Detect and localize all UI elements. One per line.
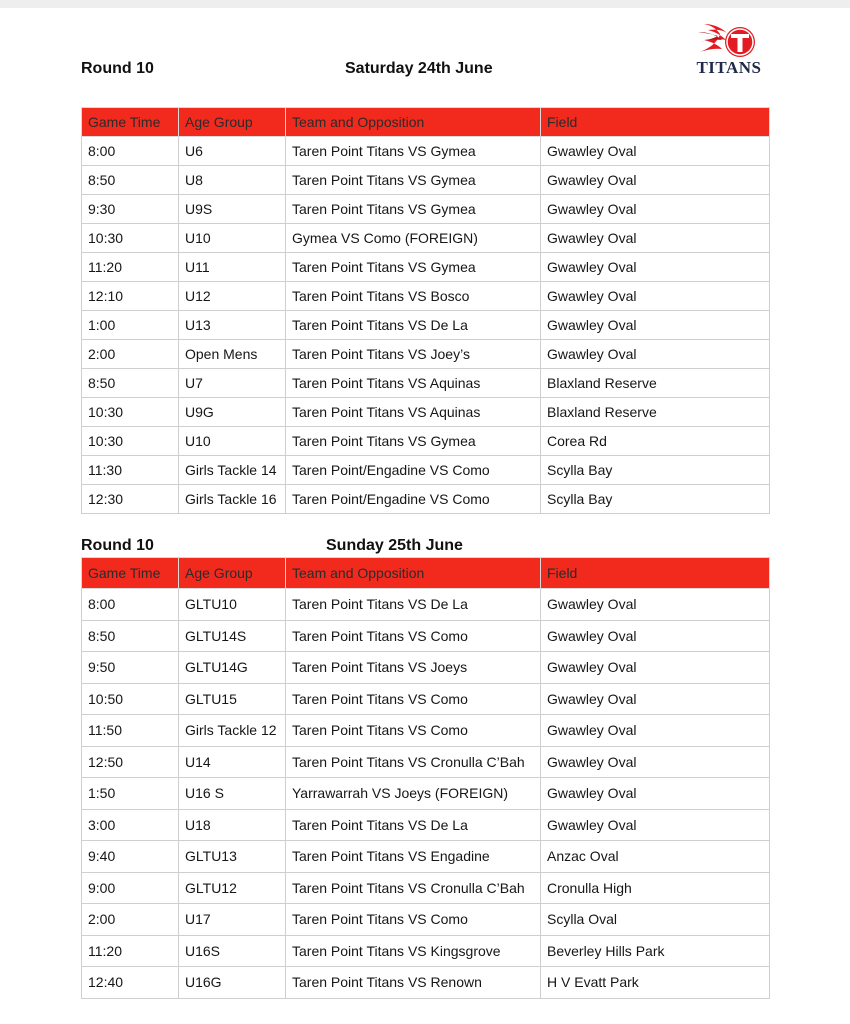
table-row <box>82 652 770 684</box>
game-time-cell: 11:50 <box>82 715 179 747</box>
field-cell: Gwawley Oval <box>541 340 770 369</box>
table-row <box>82 427 770 456</box>
game-time-cell: 11:20 <box>82 935 179 967</box>
table-row <box>82 311 770 340</box>
field-cell: H V Evatt Park <box>541 967 770 999</box>
team-and-opposition-cell: Taren Point/Engadine VS Como <box>286 456 541 485</box>
age-group-cell: U18 <box>179 809 286 841</box>
date-title-saturday: Saturday 24th June <box>345 60 493 77</box>
game-time-cell: 11:20 <box>82 253 179 282</box>
table-row <box>82 253 770 282</box>
team-and-opposition-cell: Taren Point Titans VS Gymea <box>286 253 541 282</box>
field-cell: Gwawley Oval <box>541 311 770 340</box>
field-cell: Gwawley Oval <box>541 166 770 195</box>
age-group-cell: U10 <box>179 224 286 253</box>
game-time-cell: 2:00 <box>82 904 179 936</box>
header-age-group: Age Group <box>179 558 286 589</box>
table-row <box>82 398 770 427</box>
table-row <box>82 282 770 311</box>
game-time-cell: 10:30 <box>82 224 179 253</box>
game-time-cell: 12:10 <box>82 282 179 311</box>
age-group-cell: U16 S <box>179 778 286 810</box>
team-and-opposition-cell: Taren Point Titans VS De La <box>286 311 541 340</box>
table-row <box>82 589 770 621</box>
game-time-cell: 3:00 <box>82 809 179 841</box>
team-and-opposition-cell: Taren Point Titans VS Kingsgrove <box>286 935 541 967</box>
age-group-cell: U11 <box>179 253 286 282</box>
team-and-opposition-cell: Taren Point Titans VS Gymea <box>286 137 541 166</box>
age-group-cell: U9S <box>179 195 286 224</box>
team-and-opposition-cell: Taren Point Titans VS Bosco <box>286 282 541 311</box>
table-row <box>82 620 770 652</box>
field-cell: Gwawley Oval <box>541 746 770 778</box>
game-time-cell: 8:00 <box>82 589 179 621</box>
table-row <box>82 456 770 485</box>
team-and-opposition-cell: Taren Point Titans VS Aquinas <box>286 369 541 398</box>
team-and-opposition-cell: Taren Point/Engadine VS Como <box>286 485 541 514</box>
table-row <box>82 195 770 224</box>
table-row <box>82 683 770 715</box>
header-age-group: Age Group <box>179 108 286 137</box>
date-title-sunday: Sunday 25th June <box>326 537 463 554</box>
field-cell: Corea Rd <box>541 427 770 456</box>
saturday-schedule-table <box>81 107 770 514</box>
table-row <box>82 967 770 999</box>
game-time-cell: 9:00 <box>82 872 179 904</box>
titans-logo <box>696 18 762 82</box>
field-cell: Beverley Hills Park <box>541 935 770 967</box>
age-group-cell: GLTU14G <box>179 652 286 684</box>
titans-logo-text: TITANS <box>696 58 762 77</box>
sunday-schedule-table <box>81 557 770 999</box>
table-row <box>82 746 770 778</box>
team-and-opposition-cell: Taren Point Titans VS Joeys <box>286 652 541 684</box>
game-time-cell: 11:30 <box>82 456 179 485</box>
table-row <box>82 872 770 904</box>
table-row <box>82 166 770 195</box>
age-group-cell: GLTU15 <box>179 683 286 715</box>
header-team-and-opposition: Team and Opposition <box>286 108 541 137</box>
header-game-time: Game Time <box>82 108 179 137</box>
age-group-cell: U8 <box>179 166 286 195</box>
age-group-cell: Girls Tackle 12 <box>179 715 286 747</box>
game-time-cell: 9:40 <box>82 841 179 873</box>
field-cell: Blaxland Reserve <box>541 398 770 427</box>
age-group-cell: U6 <box>179 137 286 166</box>
team-and-opposition-cell: Taren Point Titans VS Como <box>286 620 541 652</box>
game-time-cell: 8:50 <box>82 620 179 652</box>
top-margin-strip <box>0 0 850 8</box>
team-and-opposition-cell: Taren Point Titans VS Gymea <box>286 195 541 224</box>
field-cell: Cronulla High <box>541 872 770 904</box>
field-cell: Gwawley Oval <box>541 589 770 621</box>
team-and-opposition-cell: Taren Point Titans VS Como <box>286 715 541 747</box>
age-group-cell: U12 <box>179 282 286 311</box>
age-group-cell: U13 <box>179 311 286 340</box>
team-and-opposition-cell: Taren Point Titans VS De La <box>286 589 541 621</box>
team-and-opposition-cell: Taren Point Titans VS Engadine <box>286 841 541 873</box>
age-group-cell: GLTU13 <box>179 841 286 873</box>
field-cell: Gwawley Oval <box>541 778 770 810</box>
table-row <box>82 904 770 936</box>
team-and-opposition-cell: Taren Point Titans VS Gymea <box>286 166 541 195</box>
header-team-and-opposition: Team and Opposition <box>286 558 541 589</box>
team-and-opposition-cell: Taren Point Titans VS Como <box>286 904 541 936</box>
age-group-cell: U14 <box>179 746 286 778</box>
game-time-cell: 8:50 <box>82 166 179 195</box>
team-and-opposition-cell: Taren Point Titans VS De La <box>286 809 541 841</box>
table-row <box>82 485 770 514</box>
team-and-opposition-cell: Gymea VS Como (FOREIGN) <box>286 224 541 253</box>
field-cell: Gwawley Oval <box>541 683 770 715</box>
field-cell: Gwawley Oval <box>541 715 770 747</box>
age-group-cell: U9G <box>179 398 286 427</box>
game-time-cell: 8:00 <box>82 137 179 166</box>
field-cell: Gwawley Oval <box>541 224 770 253</box>
table-row <box>82 715 770 747</box>
table-row <box>82 340 770 369</box>
team-and-opposition-cell: Taren Point Titans VS Como <box>286 683 541 715</box>
table-row <box>82 224 770 253</box>
age-group-cell: GLTU10 <box>179 589 286 621</box>
header-game-time: Game Time <box>82 558 179 589</box>
field-cell: Scylla Oval <box>541 904 770 936</box>
age-group-cell: GLTU14S <box>179 620 286 652</box>
age-group-cell: U7 <box>179 369 286 398</box>
team-and-opposition-cell: Yarrawarrah VS Joeys (FOREIGN) <box>286 778 541 810</box>
age-group-cell: U16S <box>179 935 286 967</box>
field-cell: Gwawley Oval <box>541 253 770 282</box>
header-field: Field <box>541 558 770 589</box>
game-time-cell: 12:50 <box>82 746 179 778</box>
table-row <box>82 809 770 841</box>
game-time-cell: 1:50 <box>82 778 179 810</box>
age-group-cell: Girls Tackle 16 <box>179 485 286 514</box>
age-group-cell: U17 <box>179 904 286 936</box>
field-cell: Scylla Bay <box>541 485 770 514</box>
table-row <box>82 841 770 873</box>
game-time-cell: 1:00 <box>82 311 179 340</box>
field-cell: Gwawley Oval <box>541 809 770 841</box>
field-cell: Gwawley Oval <box>541 652 770 684</box>
header-field: Field <box>541 108 770 137</box>
team-and-opposition-cell: Taren Point Titans VS Renown <box>286 967 541 999</box>
field-cell: Gwawley Oval <box>541 195 770 224</box>
field-cell: Scylla Bay <box>541 456 770 485</box>
titans-flaming-t-icon <box>696 18 762 60</box>
table-row <box>82 778 770 810</box>
age-group-cell: U10 <box>179 427 286 456</box>
team-and-opposition-cell: Taren Point Titans VS Cronulla C’Bah <box>286 746 541 778</box>
game-time-cell: 10:30 <box>82 398 179 427</box>
game-time-cell: 9:50 <box>82 652 179 684</box>
table-header-row <box>82 108 770 137</box>
table-row <box>82 935 770 967</box>
table-row <box>82 369 770 398</box>
round-title-saturday: Round 10 <box>81 60 154 77</box>
round-title-sunday: Round 10 <box>81 537 154 554</box>
field-cell: Gwawley Oval <box>541 620 770 652</box>
game-time-cell: 2:00 <box>82 340 179 369</box>
field-cell: Gwawley Oval <box>541 137 770 166</box>
table-row <box>82 137 770 166</box>
team-and-opposition-cell: Taren Point Titans VS Joey’s <box>286 340 541 369</box>
age-group-cell: Girls Tackle 14 <box>179 456 286 485</box>
field-cell: Gwawley Oval <box>541 282 770 311</box>
age-group-cell: U16G <box>179 967 286 999</box>
game-time-cell: 10:50 <box>82 683 179 715</box>
game-time-cell: 8:50 <box>82 369 179 398</box>
team-and-opposition-cell: Taren Point Titans VS Gymea <box>286 427 541 456</box>
game-time-cell: 12:30 <box>82 485 179 514</box>
team-and-opposition-cell: Taren Point Titans VS Cronulla C’Bah <box>286 872 541 904</box>
field-cell: Anzac Oval <box>541 841 770 873</box>
team-and-opposition-cell: Taren Point Titans VS Aquinas <box>286 398 541 427</box>
field-cell: Blaxland Reserve <box>541 369 770 398</box>
game-time-cell: 9:30 <box>82 195 179 224</box>
game-time-cell: 10:30 <box>82 427 179 456</box>
table-header-row <box>82 558 770 589</box>
age-group-cell: GLTU12 <box>179 872 286 904</box>
game-time-cell: 12:40 <box>82 967 179 999</box>
age-group-cell: Open Mens <box>179 340 286 369</box>
